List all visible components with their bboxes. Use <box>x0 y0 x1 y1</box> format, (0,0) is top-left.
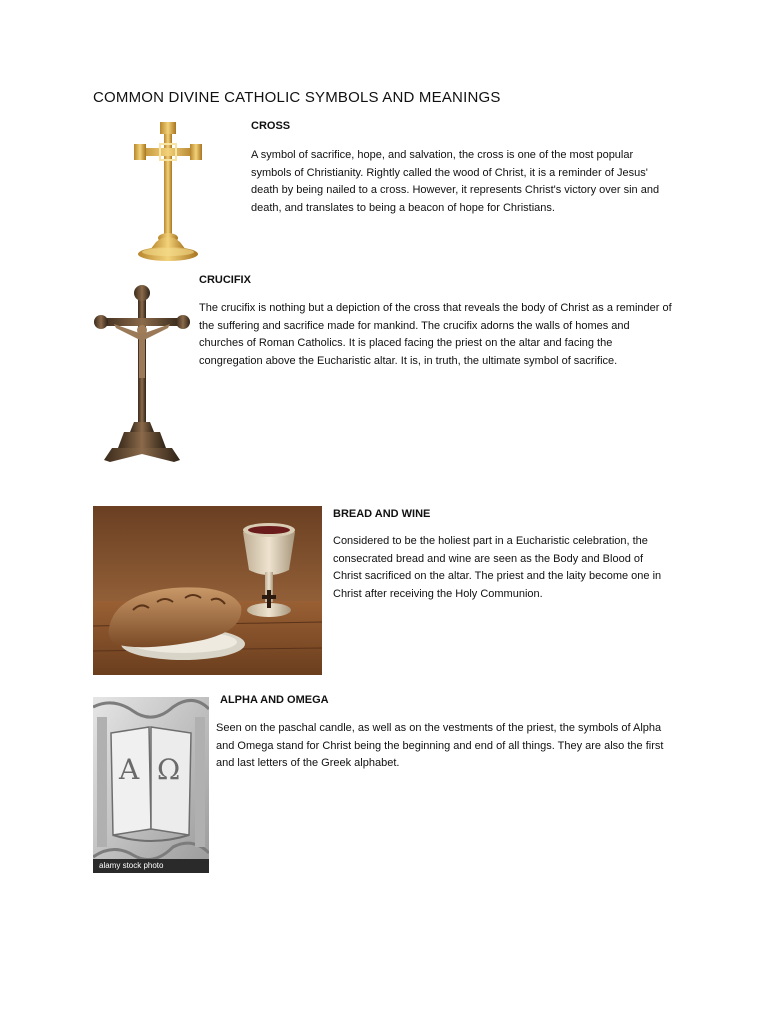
section-text-cross: A symbol of sacrifice, hope, and salvation, the cross is one of the most popular symbols of Christianity. Rightly called the wood of Christ, it is a reminder of Jesus' death by being nailed to a cross. However, it represents Christ's victory over sin and death, and translates to being a beacon of hope for Christians. <box>251 149 660 214</box>
section-heading-crucifix: CRUCIFIX <box>199 274 251 286</box>
watermark-text: alamy stock photo <box>99 861 164 870</box>
alpha-omega-relief-image <box>93 697 209 873</box>
bread-and-chalice-image <box>93 506 322 675</box>
section-text-alpha-and-omega: Seen on the paschal candle, as well as on the vestments of the priest, the symbols of Alpha and Omega stand for Christ being the beginning and end of all things. They are also the first and last letters of the Greek alphabet. <box>216 722 664 770</box>
alpha-glyph: A <box>119 753 140 786</box>
stock-photo-watermark <box>93 859 209 873</box>
page-title: COMMON DIVINE CATHOLIC SYMBOLS AND MEANINGS <box>93 89 501 106</box>
section-text-crucifix: The crucifix is nothing but a depiction of the cross that reveals the body of Christ as a reminder of the suffering and sacrifice made for mankind. The crucifix adorns the walls of homes and churches of Roman Catholics. It is placed facing the priest on the altar and facing the congregation above the Eucharistic altar. It is, in truth, the ultimate symbol of sacrifice. <box>199 302 672 367</box>
section-heading-cross: CROSS <box>251 120 291 132</box>
section-heading-alpha-and-omega: ALPHA AND OMEGA <box>220 694 329 706</box>
omega-glyph: Ω <box>157 753 181 786</box>
section-heading-bread-and-wine: BREAD AND WINE <box>333 508 431 520</box>
crucifix-image <box>94 282 190 468</box>
section-text-bread-and-wine: Considered to be the holiest part in a Eucharistic celebration, the consecrated bread and wine are seen as the Body and Blood of Christ sacrificed on the altar. The priest and the laity become one in Christ after receiving the Holy Communion. <box>333 535 662 600</box>
golden-cross-image <box>96 118 244 266</box>
